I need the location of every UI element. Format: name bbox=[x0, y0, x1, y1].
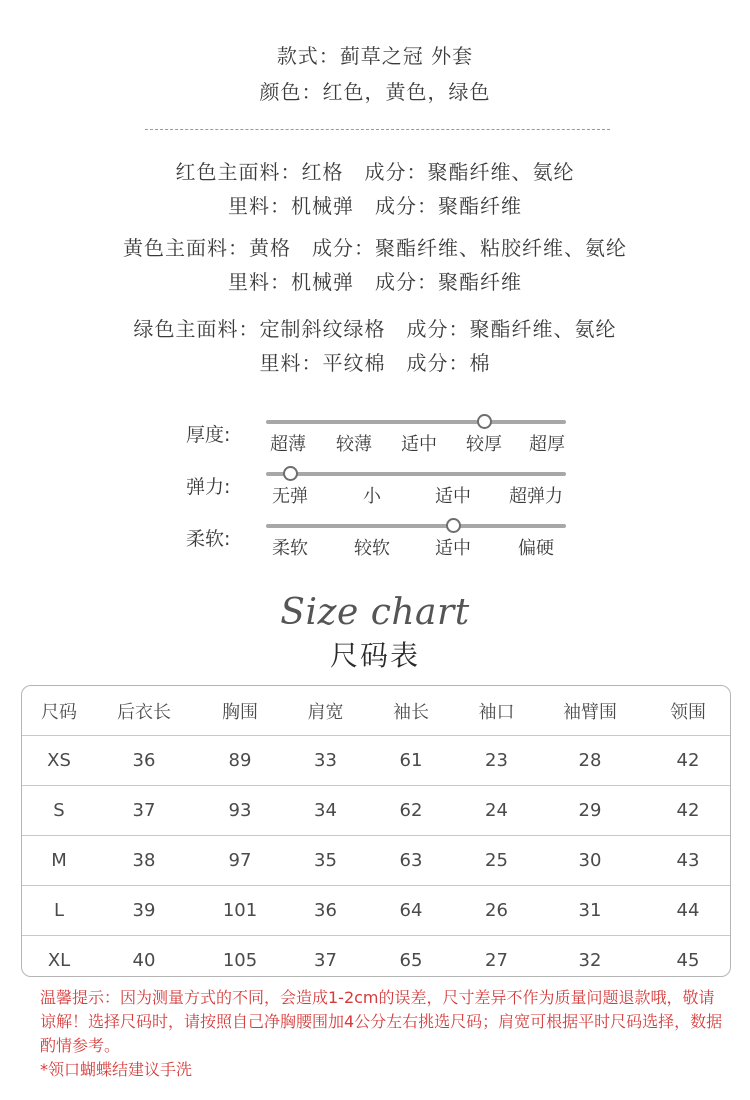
attribute-track bbox=[266, 420, 566, 424]
color-line: 颜色：红色，黄色，绿色 bbox=[259, 80, 491, 104]
size-chart-title: 尺码表 bbox=[329, 639, 420, 672]
table-cell: 89 bbox=[192, 736, 288, 786]
table-header-cell: 尺码 bbox=[41, 701, 77, 723]
attribute-option: 较厚 bbox=[466, 434, 502, 455]
table-cell: 44 bbox=[646, 886, 730, 936]
table-cell: 32 bbox=[534, 936, 646, 978]
table-header-cell: 胸围 bbox=[222, 701, 258, 723]
attribute-option: 适中 bbox=[435, 538, 471, 559]
attribute-track bbox=[266, 524, 566, 528]
table-header-cell: 领围 bbox=[670, 701, 706, 723]
table-cell: 105 bbox=[192, 936, 288, 978]
table-cell: 36 bbox=[288, 886, 363, 936]
table-cell: 37 bbox=[96, 786, 192, 836]
table-header-cell: 肩宽 bbox=[307, 701, 344, 723]
table-row bbox=[22, 736, 730, 786]
attribute-option: 超弹力 bbox=[509, 486, 563, 507]
dashed-divider bbox=[145, 129, 610, 130]
table-cell: 25 bbox=[459, 836, 534, 886]
table-cell: 97 bbox=[192, 836, 288, 886]
table-header-cell: 袖口 bbox=[478, 701, 515, 723]
fabric-yellow-main: 黄色主面料：黄格 成分：聚酯纤维、粘胶纤维、氨纶 bbox=[123, 236, 627, 260]
table-header-cell: 后衣长 bbox=[117, 701, 171, 723]
table-cell: L bbox=[22, 886, 96, 936]
table-cell: 27 bbox=[459, 936, 534, 978]
table-cell: 34 bbox=[288, 786, 363, 836]
table-cell: 93 bbox=[192, 786, 288, 836]
table-cell: 43 bbox=[646, 836, 730, 886]
table-cell: 28 bbox=[534, 736, 646, 786]
attribute-option: 超薄 bbox=[270, 434, 306, 455]
table-cell: 38 bbox=[96, 836, 192, 886]
table-cell: 42 bbox=[646, 736, 730, 786]
style-line: 款式：蓟草之冠 外套 bbox=[276, 44, 474, 68]
table-header-cell: 袖长 bbox=[393, 701, 429, 723]
attribute-knob bbox=[446, 518, 461, 533]
attribute-option: 超厚 bbox=[529, 434, 565, 455]
attribute-option: 适中 bbox=[401, 434, 437, 455]
table-cell: 42 bbox=[646, 786, 730, 836]
table-cell: 101 bbox=[192, 886, 288, 936]
table-cell: 61 bbox=[363, 736, 459, 786]
attribute-label: 柔软: bbox=[186, 528, 231, 550]
attribute-track bbox=[266, 472, 566, 476]
table-cell: 35 bbox=[288, 836, 363, 886]
table-cell: 45 bbox=[646, 936, 730, 978]
attribute-label: 弹力: bbox=[186, 476, 231, 498]
attribute-option: 偏硬 bbox=[518, 538, 554, 559]
fabric-green-main: 绿色主面料：定制斜纹绿格 成分：聚酯纤维、氨纶 bbox=[133, 317, 617, 341]
table-cell: 26 bbox=[459, 886, 534, 936]
table-cell: 23 bbox=[459, 736, 534, 786]
table-cell: 24 bbox=[459, 786, 534, 836]
table-cell: XS bbox=[22, 736, 96, 786]
attribute-option: 无弹 bbox=[272, 486, 308, 507]
table-cell: M bbox=[22, 836, 96, 886]
table-header-row bbox=[22, 686, 730, 736]
table-cell: 63 bbox=[363, 836, 459, 886]
table-cell: 62 bbox=[363, 786, 459, 836]
attribute-option: 小 bbox=[363, 486, 381, 507]
table-cell: 65 bbox=[363, 936, 459, 978]
table-row bbox=[22, 936, 730, 978]
fabric-green-lining: 里料：平纹棉 成分：棉 bbox=[259, 351, 491, 375]
fabric-red-main: 红色主面料：红格 成分：聚酯纤维、氨纶 bbox=[175, 160, 575, 184]
size-tip: 温馨提示：因为测量方式的不同，会造成1-2cm的误差，尺寸差异不作为质量问题退款哦，敬请谅解！选择尺码时，请按照自己净胸腰围加4公分左右挑选尺码；肩宽可根据平时尺码选择，数据酌情参考。 bbox=[40, 988, 723, 1055]
table-cell: 37 bbox=[288, 936, 363, 978]
table-cell: 30 bbox=[534, 836, 646, 886]
fabric-red-lining: 里料：机械弹 成分：聚酯纤维 bbox=[228, 194, 522, 218]
table-row bbox=[22, 836, 730, 886]
table-cell: 33 bbox=[288, 736, 363, 786]
attribute-knob bbox=[283, 466, 298, 481]
attribute-knob bbox=[477, 414, 492, 429]
attribute-label: 厚度: bbox=[186, 424, 231, 446]
table-cell: 29 bbox=[534, 786, 646, 836]
fabric-yellow-lining: 里料：机械弹 成分：聚酯纤维 bbox=[228, 270, 522, 294]
size-table bbox=[21, 685, 731, 977]
table-cell: 36 bbox=[96, 736, 192, 786]
attribute-option: 较薄 bbox=[336, 434, 372, 455]
table-cell: XL bbox=[22, 936, 96, 978]
table-cell: 31 bbox=[534, 886, 646, 936]
table-header-cell: 袖臂围 bbox=[563, 701, 617, 723]
table-cell: S bbox=[22, 786, 96, 836]
attribute-option: 柔软 bbox=[272, 538, 308, 559]
table-cell: 39 bbox=[96, 886, 192, 936]
care-note: *领口蝴蝶结建议手洗 bbox=[40, 1060, 193, 1079]
attribute-option: 较软 bbox=[354, 538, 390, 559]
table-cell: 64 bbox=[363, 886, 459, 936]
table-cell: 40 bbox=[96, 936, 192, 978]
table-row bbox=[22, 886, 730, 936]
table-row bbox=[22, 786, 730, 836]
size-chart-script-title: Size chart bbox=[280, 592, 470, 633]
attribute-option: 适中 bbox=[435, 486, 471, 507]
